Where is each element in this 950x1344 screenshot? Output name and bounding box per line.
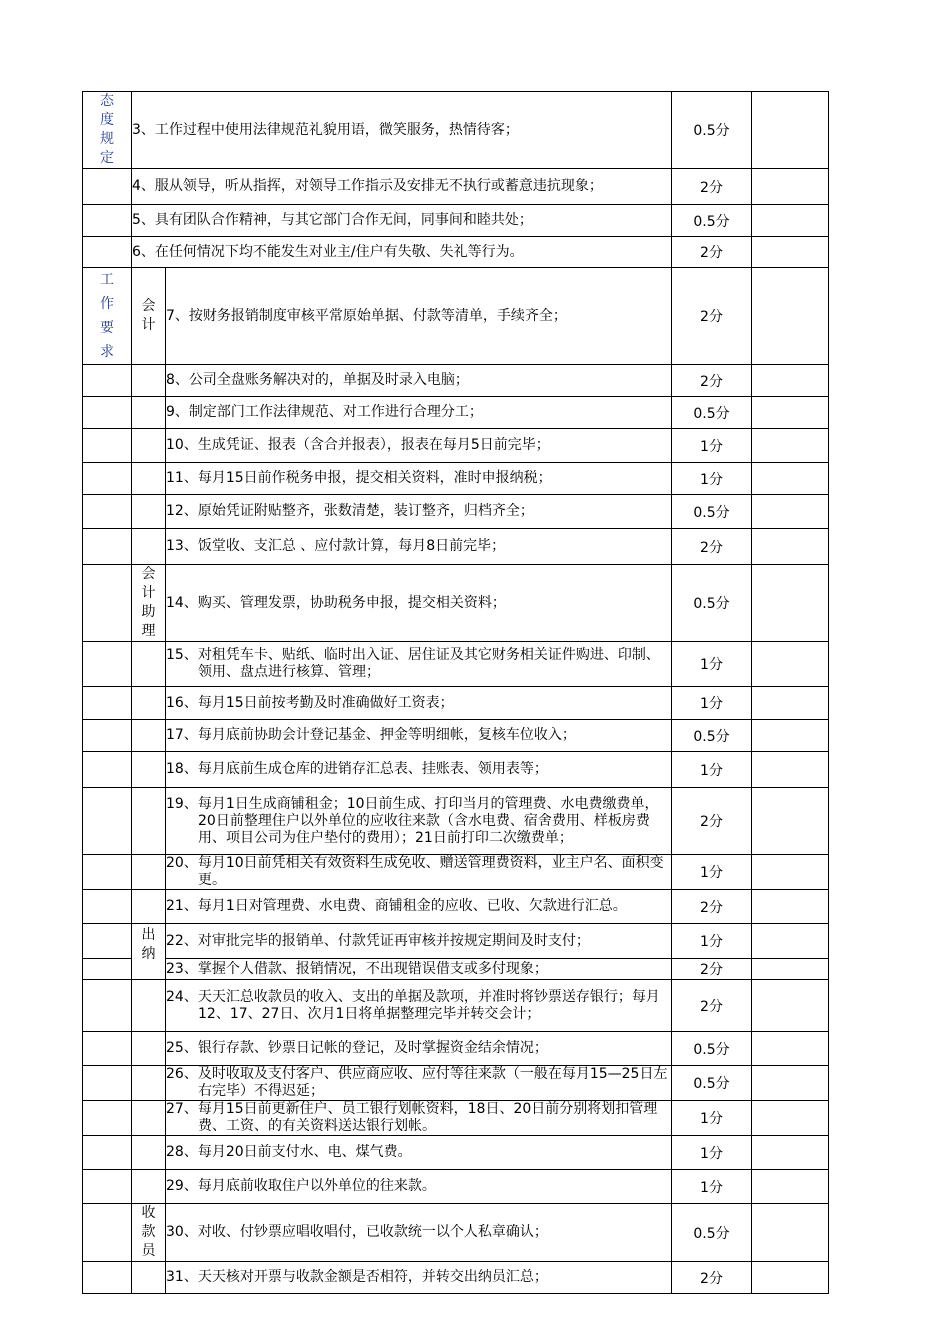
table-row	[83, 205, 829, 237]
empty-cell	[83, 720, 132, 752]
empty-cell	[83, 687, 132, 720]
empty-cell	[83, 752, 132, 788]
item-score: 2分	[672, 788, 752, 855]
empty-cell	[83, 1066, 132, 1101]
empty-cell	[83, 495, 132, 529]
remark-cell	[752, 1262, 829, 1294]
table-row	[83, 924, 829, 959]
remark-cell	[752, 980, 829, 1032]
remark-cell	[752, 642, 829, 687]
empty-cell	[83, 565, 132, 642]
empty-cell	[132, 752, 166, 788]
empty-cell	[132, 720, 166, 752]
table-row	[83, 788, 829, 855]
item-text: 8、公司全盘账务解决对的，单据及时录入电脑；	[166, 365, 672, 397]
empty-cell	[132, 463, 166, 495]
remark-cell	[752, 169, 829, 205]
item-score: 1分	[672, 687, 752, 720]
remark-cell	[752, 237, 829, 268]
empty-cell	[132, 495, 166, 529]
table-row	[83, 959, 829, 980]
item-score: 1分	[672, 1136, 752, 1170]
category-attitude-cell	[83, 92, 132, 169]
role-assistant-cell	[132, 565, 166, 642]
remark-cell	[752, 397, 829, 429]
table-row	[83, 463, 829, 495]
item-score: 0.5分	[672, 1204, 752, 1262]
role-accountant-label: 会计	[141, 298, 156, 333]
empty-cell	[132, 855, 166, 890]
item-score: 2分	[672, 268, 752, 365]
empty-cell	[132, 1101, 166, 1136]
table-row	[83, 365, 829, 397]
table-row	[83, 642, 829, 687]
empty-cell	[83, 980, 132, 1032]
remark-cell	[752, 788, 829, 855]
empty-cell	[83, 463, 132, 495]
item-text: 9、制定部门工作法律规范、对工作进行合理分工；	[166, 397, 672, 429]
remark-cell	[752, 1170, 829, 1204]
remark-cell	[752, 205, 829, 237]
role-assistant-label: 会计助理	[141, 566, 156, 639]
table-row	[83, 1170, 829, 1204]
evaluation-table	[82, 91, 829, 1294]
item-text: 19、每月1日生成商铺租金；10日前生成、打印当月的管理费、水电费缴费单，20日前整理住户以外单位的应收往来款（含水电费、宿舍费用、样板房费用、项目公司为住户垫付的费用）；21日前打印二次缴费单；	[166, 788, 672, 855]
item-text: 21、每月1日对管理费、水电费、商铺租金的应收、已收、欠款进行汇总。	[166, 890, 672, 924]
remark-cell	[752, 565, 829, 642]
table-row	[83, 1101, 829, 1136]
empty-cell	[132, 980, 166, 1032]
item-score: 1分	[672, 855, 752, 890]
table-row	[83, 752, 829, 788]
item-text: 6、在任何情况下均不能发生对业主/住户有失敬、失礼等行为。	[132, 237, 672, 268]
empty-cell	[83, 169, 132, 205]
item-text: 16、每月15日前按考勤及时准确做好工资表；	[166, 687, 672, 720]
item-score: 1分	[672, 463, 752, 495]
table-row	[83, 397, 829, 429]
table-row	[83, 1204, 829, 1262]
role-cashier-label: 出纳	[141, 927, 156, 962]
item-score: 2分	[672, 959, 752, 980]
table-row	[83, 1066, 829, 1101]
remark-cell	[752, 959, 829, 980]
item-score: 2分	[672, 1262, 752, 1294]
item-text: 25、银行存款、钞票日记帐的登记，及时掌握资金结余情况；	[166, 1032, 672, 1066]
remark-cell	[752, 687, 829, 720]
remark-cell	[752, 529, 829, 565]
item-score: 0.5分	[672, 720, 752, 752]
remark-cell	[752, 365, 829, 397]
item-score: 1分	[672, 1170, 752, 1204]
item-text: 11、每月15日前作税务申报，提交相关资料，准时申报纳税；	[166, 463, 672, 495]
empty-cell	[83, 529, 132, 565]
empty-cell	[83, 788, 132, 855]
table-row	[83, 980, 829, 1032]
item-score: 0.5分	[672, 495, 752, 529]
empty-cell	[132, 529, 166, 565]
item-score: 1分	[672, 642, 752, 687]
item-text: 26、及时收取及支付客户、供应商应收、应付等往来款（一般在每月15—25日左右完毕）不得迟延；	[166, 1066, 672, 1101]
table-row	[83, 495, 829, 529]
item-text: 7、按财务报销制度审核平常原始单据、付款等清单，手续齐全；	[166, 268, 672, 365]
item-score: 2分	[672, 980, 752, 1032]
item-text: 3、工作过程中使用法律规范礼貌用语，微笑服务，热情待客；	[132, 92, 672, 169]
remark-cell	[752, 463, 829, 495]
empty-cell	[132, 1066, 166, 1101]
item-score: 2分	[672, 529, 752, 565]
empty-cell	[83, 1032, 132, 1066]
item-text: 14、购买、管理发票，协助税务申报，提交相关资料；	[166, 565, 672, 642]
remark-cell	[752, 268, 829, 365]
remark-cell	[752, 720, 829, 752]
item-text: 17、每月底前协助会计登记基金、押金等明细帐，复核车位收入；	[166, 720, 672, 752]
item-score: 0.5分	[672, 1032, 752, 1066]
table-row	[83, 169, 829, 205]
empty-cell	[83, 1204, 132, 1262]
empty-cell	[83, 959, 132, 980]
table-row	[83, 565, 829, 642]
table-row	[83, 855, 829, 890]
table-row	[83, 1032, 829, 1066]
empty-cell	[83, 1136, 132, 1170]
item-text: 12、原始凭证附贴整齐，张数清楚，装订整齐，归档齐全；	[166, 495, 672, 529]
table-row	[83, 687, 829, 720]
category-work-cell	[83, 268, 132, 365]
remark-cell	[752, 1066, 829, 1101]
table-row	[83, 429, 829, 463]
remark-cell	[752, 495, 829, 529]
empty-cell	[83, 205, 132, 237]
remark-cell	[752, 92, 829, 169]
item-text: 30、对收、付钞票应唱收唱付，已收款统一以个人私章确认；	[166, 1204, 672, 1262]
remark-cell	[752, 924, 829, 959]
table-row	[83, 720, 829, 752]
item-text: 18、每月底前生成仓库的进销存汇总表、挂账表、领用表等；	[166, 752, 672, 788]
role-collector-label: 收款员	[141, 1205, 156, 1259]
category-attitude-label: 态度规定	[100, 93, 114, 166]
empty-cell	[132, 687, 166, 720]
item-text: 22、对审批完毕的报销单、付款凭证再审核并按规定期间及时支付；	[166, 924, 672, 959]
role-accountant-cell	[132, 268, 166, 365]
empty-cell	[132, 1032, 166, 1066]
empty-cell	[132, 1262, 166, 1294]
empty-cell	[132, 1136, 166, 1170]
item-text: 20、每月10日前凭相关有效资料生成免收、赠送管理费资料，业主户名、面积变更。	[166, 855, 672, 890]
remark-cell	[752, 1101, 829, 1136]
item-score: 0.5分	[672, 565, 752, 642]
item-score: 0.5分	[672, 397, 752, 429]
role-collector-cell	[132, 1204, 166, 1262]
empty-cell	[132, 397, 166, 429]
empty-cell	[83, 237, 132, 268]
item-text: 27、每月15日前更新住户、员工银行划帐资料，18日、20日前分别将划扣管理费、工资、的有关资料送达银行划帐。	[166, 1101, 672, 1136]
table-row	[83, 1136, 829, 1170]
item-score: 2分	[672, 365, 752, 397]
item-score: 2分	[672, 169, 752, 205]
table-row	[83, 890, 829, 924]
empty-cell	[83, 924, 132, 959]
item-text: 10、生成凭证、报表（含合并报表），报表在每月5日前完毕；	[166, 429, 672, 463]
item-score: 2分	[672, 237, 752, 268]
item-score: 2分	[672, 890, 752, 924]
remark-cell	[752, 1204, 829, 1262]
empty-cell	[83, 1170, 132, 1204]
table-row	[83, 237, 829, 268]
item-text: 31、天天核对开票与收款金额是否相符，并转交出纳员汇总；	[166, 1262, 672, 1294]
table-row	[83, 529, 829, 565]
item-score: 0.5分	[672, 92, 752, 169]
table-row	[83, 92, 829, 169]
empty-cell	[83, 429, 132, 463]
item-text: 24、天天汇总收款员的收入、支出的单据及款项，并准时将钞票送存银行；每月12、17、27日、次月1日将单据整理完毕并转交会计；	[166, 980, 672, 1032]
empty-cell	[132, 429, 166, 463]
item-text: 4、服从领导，听从指挥，对领导工作指示及安排无不执行或蓄意违抗现象；	[132, 169, 672, 205]
remark-cell	[752, 752, 829, 788]
empty-cell	[83, 1101, 132, 1136]
empty-cell	[83, 1262, 132, 1294]
remark-cell	[752, 1136, 829, 1170]
remark-cell	[752, 1032, 829, 1066]
empty-cell	[83, 397, 132, 429]
item-text: 28、每月20日前支付水、电、煤气费。	[166, 1136, 672, 1170]
item-text: 13、饭堂收、支汇总 、应付款计算，每月8日前完毕；	[166, 529, 672, 565]
item-score: 1分	[672, 1101, 752, 1136]
item-score: 0.5分	[672, 1066, 752, 1101]
item-text: 5、具有团队合作精神，与其它部门合作无间，同事间和睦共处；	[132, 205, 672, 237]
empty-cell	[132, 788, 166, 855]
remark-cell	[752, 855, 829, 890]
category-work-label: 工作要求	[100, 272, 114, 360]
item-text: 23、掌握个人借款、报销情况，不出现错误借支或多付现象；	[166, 959, 672, 980]
item-score: 1分	[672, 924, 752, 959]
table-row	[83, 268, 829, 365]
item-score: 0.5分	[672, 205, 752, 237]
empty-cell	[83, 642, 132, 687]
item-score: 1分	[672, 429, 752, 463]
remark-cell	[752, 890, 829, 924]
item-text: 15、对租凭车卡、贴纸、临时出入证、居住证及其它财务相关证件购进、印制、领用、盘点进行核算、管理；	[166, 642, 672, 687]
empty-cell	[83, 855, 132, 890]
empty-cell	[83, 365, 132, 397]
empty-cell	[132, 890, 166, 924]
empty-cell	[83, 890, 132, 924]
empty-cell	[132, 365, 166, 397]
remark-cell	[752, 429, 829, 463]
empty-cell	[132, 1170, 166, 1204]
table-row	[83, 1262, 829, 1294]
empty-cell	[132, 642, 166, 687]
item-score: 1分	[672, 752, 752, 788]
item-text: 29、每月底前收取住户以外单位的往来款。	[166, 1170, 672, 1204]
role-cashier-cell	[132, 924, 166, 980]
